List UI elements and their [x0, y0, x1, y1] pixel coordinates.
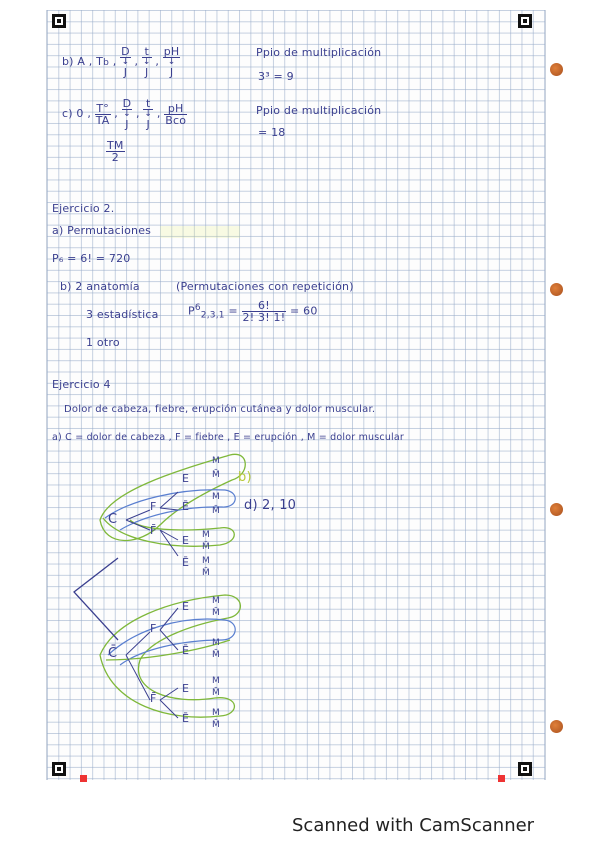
- perm-sub: 2,3,1: [200, 310, 225, 321]
- ejercicio2-b-line3: 1 otro: [86, 336, 120, 349]
- frac-num: pH: [163, 45, 180, 58]
- frac-num: D: [122, 97, 132, 110]
- frac-num: TM: [107, 139, 124, 152]
- frac-den: J: [145, 66, 149, 79]
- tree-m-3: M̄: [212, 506, 220, 516]
- tree-root-c: C: [108, 512, 118, 527]
- ejercicio2-b-note: (Permutaciones con repetición): [176, 280, 354, 293]
- frac-mid: ↓: [123, 109, 131, 119]
- tree-m-14: M: [212, 708, 220, 718]
- tree-m-7: M̄: [202, 568, 210, 578]
- exercise-b-result: 3³ = 9: [258, 70, 294, 83]
- tree-f-0: F: [150, 500, 157, 513]
- tree-m-12: M: [212, 676, 220, 686]
- frac-mid: ↓: [167, 57, 176, 67]
- exercise-b-label: b) A , T: [62, 55, 104, 68]
- frac-den: J: [125, 118, 129, 131]
- tree-e-6: E: [182, 682, 190, 695]
- tree-m-9: M̄: [212, 608, 220, 618]
- frac-den: J: [169, 66, 174, 79]
- root-branch: [74, 558, 118, 640]
- exercise-b-line: b) A , Tb , D ↓ J , t ↓ J , pH ↓ J: [62, 45, 180, 79]
- tree-m-11: M̄: [212, 650, 220, 660]
- tree-f-1: F̄: [150, 524, 157, 537]
- ejercicio2-a: a) Permutaciones: [52, 224, 152, 237]
- frac-mid: ↓: [144, 109, 153, 119]
- frac-num: 6!: [242, 300, 287, 312]
- tree-m-15: M̄: [212, 720, 220, 730]
- tree-m-8: M: [212, 596, 220, 606]
- tree-f-3: F̄: [150, 692, 157, 705]
- tree-e-3: Ē: [182, 556, 190, 569]
- frac-num: pH: [164, 103, 187, 115]
- frac-mid: ↓: [142, 57, 151, 67]
- ejercicio2-b: b) 2 anatomía: [60, 280, 140, 293]
- perm-result: = 60: [290, 304, 318, 318]
- ejercicio2-b-line2: 3 estadística: [86, 308, 159, 321]
- tree-e-1: Ē: [182, 500, 190, 513]
- frac-den: J: [146, 118, 150, 131]
- ejercicio4-intro: Dolor de cabeza, fiebre, erupción cutánea y dolor muscular.: [64, 404, 376, 415]
- frac-mid: ↓: [121, 57, 130, 67]
- tree-m-6: M: [202, 556, 210, 566]
- frac-num: t: [143, 98, 153, 110]
- tree-m-1: M̄: [212, 470, 220, 480]
- scanner-watermark: Scanned with CamScanner: [292, 815, 535, 836]
- frac-den: TA: [95, 113, 110, 127]
- frac-den: Bco: [165, 113, 187, 127]
- frac-den: J: [123, 66, 128, 79]
- tree-e-0: E: [182, 472, 190, 485]
- exercise-b-sub: b: [103, 58, 110, 68]
- tree-root-cbar: C̄: [108, 646, 118, 661]
- ejercicio2-b-formula: $P^6_{2,3,1}$ = $\frac{6!}{2! 3! 1!}$ = 60: [188, 299, 318, 324]
- exercise-c-label: c) 0 ,: [62, 107, 92, 120]
- exercise-b-note: Ppio de multiplicación: [256, 46, 382, 59]
- ejercicio4-b-label: b): [238, 470, 252, 485]
- tree-m-13: M̄: [212, 688, 220, 698]
- f-branches-bottom: [160, 530, 178, 556]
- tree-e-5: Ē: [182, 644, 190, 657]
- ejercicio4-a-def: a) C = dolor de cabeza , F = fiebre , E = erupción , M = dolor muscular: [52, 432, 405, 443]
- exercise-c-note: Ppio de multiplicación: [256, 104, 382, 117]
- perm-symbol: P: [188, 304, 195, 318]
- tree-e-7: Ē: [182, 712, 190, 725]
- tree-m-2: M: [212, 492, 220, 502]
- tree-m-0: M: [212, 456, 220, 466]
- tree-e-2: E: [182, 534, 190, 547]
- f-branches-top: [160, 492, 178, 510]
- tree-f-2: F: [150, 622, 157, 635]
- frac-den: 2! 3! 1!: [242, 311, 286, 324]
- ejercicio4-title: Ejercicio 4: [52, 378, 111, 391]
- ejercicio4-d-label: d) 2, 10: [244, 498, 297, 513]
- perm-sup: 6: [194, 302, 201, 313]
- frac-num: t: [142, 46, 152, 58]
- tree-m-10: M: [212, 638, 220, 648]
- tree-e-4: E: [182, 600, 190, 613]
- frac-den: 2: [111, 151, 119, 164]
- fbar-branches-bottom: [160, 688, 178, 718]
- tree-m-5: M̄: [202, 542, 210, 552]
- exercise-c-result: = 18: [258, 126, 286, 139]
- ejercicio2-title: Ejercicio 2.: [52, 202, 115, 215]
- tree-m-4: M: [202, 530, 210, 540]
- frac-num: D: [121, 45, 130, 58]
- frac-num: T°: [96, 101, 109, 115]
- exercise-c-line: c) 0 , $\frac{T^\circ}{TA}$ , D ↓ J , t ↓ J , $\frac{pH}{\text{Bco}}$: [62, 97, 187, 131]
- ejercicio2-a-result: P₆ = 6! = 720: [52, 252, 131, 265]
